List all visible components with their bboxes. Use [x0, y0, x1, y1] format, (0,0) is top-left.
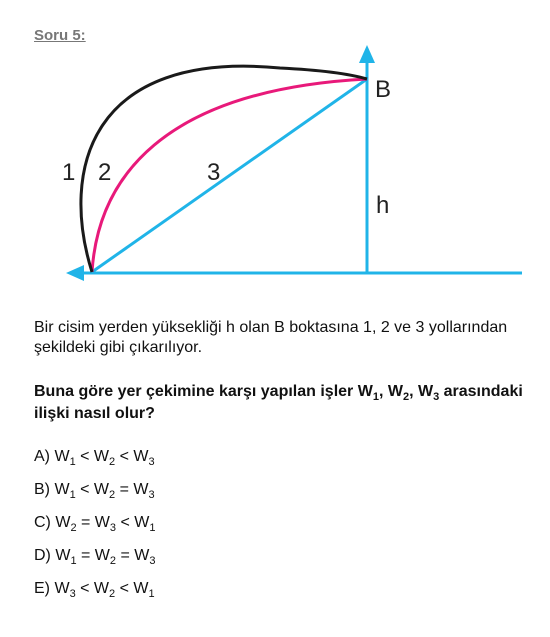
w-symbol: W — [134, 547, 150, 564]
option-a[interactable] — [34, 446, 156, 479]
separator: , — [409, 383, 418, 400]
subscript: 1 — [70, 555, 77, 567]
operator: = — [76, 514, 95, 531]
option-letter: E) — [34, 580, 55, 597]
w-symbol: W — [54, 448, 70, 465]
operator: = — [115, 481, 134, 498]
subscript: 2 — [402, 391, 410, 403]
path-3 — [92, 79, 367, 272]
operator: = — [116, 547, 135, 564]
point-b-label: B — [375, 76, 392, 103]
operator: < — [75, 448, 94, 465]
path-1 — [81, 66, 367, 272]
subscript: 3 — [433, 391, 440, 403]
work-path-diagram — [55, 40, 535, 290]
bold-question-suffix: arasındaki ilişki nasıl olur? — [34, 383, 523, 422]
option-e[interactable] — [34, 578, 156, 611]
option-letter: D) — [34, 547, 56, 564]
option-d[interactable] — [34, 545, 156, 578]
operator: < — [75, 481, 94, 498]
subscript: 2 — [70, 522, 77, 534]
w-symbol: W — [134, 514, 150, 531]
subscript: 3 — [148, 456, 155, 468]
bold-question — [34, 381, 534, 425]
w-symbol: W — [387, 383, 403, 400]
separator: , — [378, 383, 388, 400]
subscript: 1 — [372, 391, 379, 403]
operator: < — [115, 448, 134, 465]
subscript: 3 — [149, 555, 156, 567]
w-symbol: W — [93, 448, 110, 465]
height-label: h — [376, 192, 390, 219]
w-symbol: W — [94, 547, 110, 564]
option-c[interactable] — [34, 512, 156, 545]
option-letter: B) — [34, 481, 55, 498]
path-2-label: 2 — [98, 159, 112, 186]
operator: = — [76, 547, 95, 564]
w-symbol: W — [133, 481, 149, 498]
subscript: 1 — [149, 522, 156, 534]
w-symbol: W — [93, 481, 110, 498]
option-letter: A) — [34, 448, 55, 465]
w-symbol: W — [93, 580, 110, 597]
operator: < — [115, 580, 134, 597]
subscript: 2 — [109, 555, 117, 567]
question-number: Soru 5: — [34, 27, 86, 44]
bold-question-prefix: Buna göre yer çekimine karşı yapılan işler W — [34, 383, 373, 400]
w-symbol: W — [417, 383, 434, 400]
option-b[interactable] — [34, 479, 156, 512]
w-symbol: W — [55, 547, 71, 564]
ground-arrowhead — [66, 265, 84, 281]
subscript: 1 — [148, 588, 155, 600]
path-3-label: 3 — [207, 159, 221, 186]
operator: < — [75, 580, 94, 597]
w-symbol: W — [55, 514, 71, 531]
w-symbol: W — [94, 514, 110, 531]
height-arrowhead — [359, 45, 375, 63]
subscript: 3 — [69, 588, 76, 600]
question-text: Bir cisim yerden yüksekliği h olan B boktasına 1, 2 ve 3 yollarından şekildeki gibi çıkarılıyor. — [34, 319, 508, 356]
subscript: 2 — [109, 489, 116, 501]
w-symbol: W — [54, 481, 70, 498]
path-1-label: 1 — [62, 159, 76, 186]
operator: < — [116, 514, 135, 531]
answer-options — [34, 446, 156, 611]
subscript: 1 — [69, 456, 76, 468]
subscript: 2 — [109, 456, 116, 468]
w-symbol: W — [54, 580, 70, 597]
w-symbol: W — [133, 448, 149, 465]
subscript: 3 — [109, 522, 117, 534]
subscript: 1 — [69, 489, 76, 501]
w-symbol: W — [133, 580, 149, 597]
option-letter: C) — [34, 514, 56, 531]
subscript: 3 — [148, 489, 155, 501]
subscript: 2 — [109, 588, 116, 600]
